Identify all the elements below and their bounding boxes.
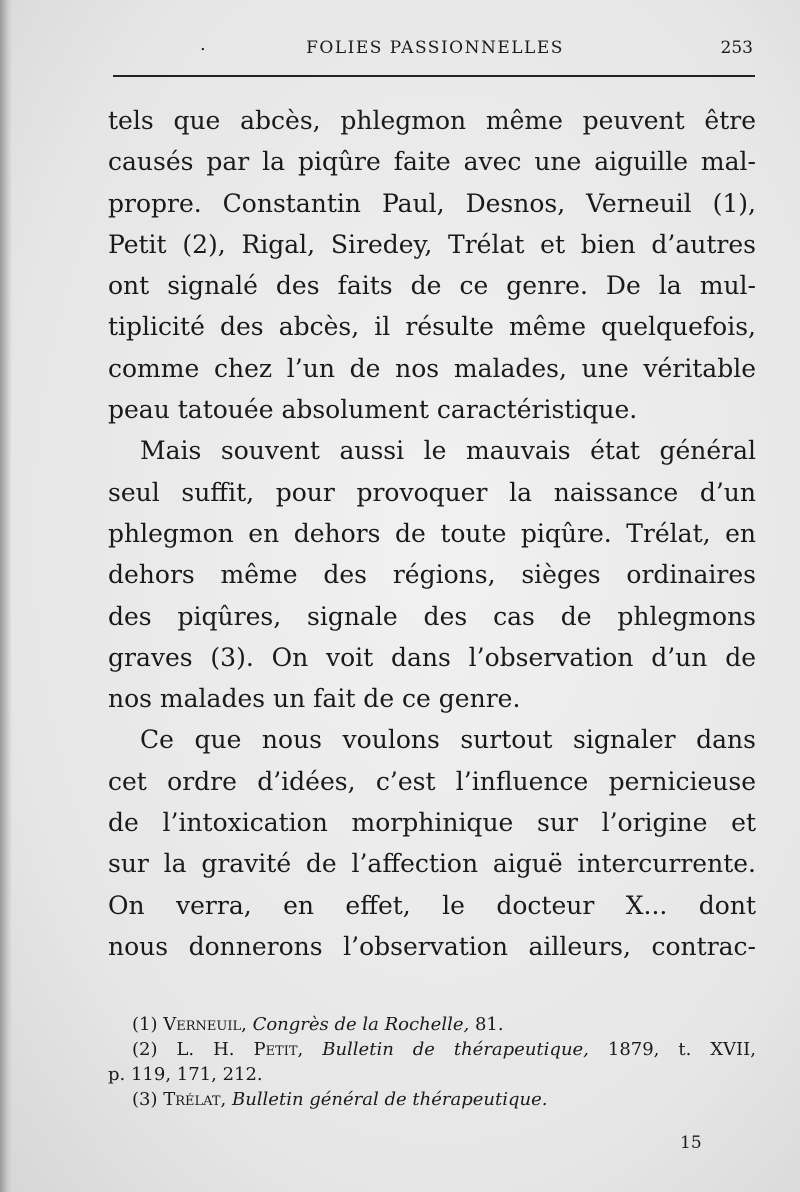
body-line: nos malades un fait de ce genre. [108,684,521,714]
header-mark: . [200,34,206,55]
body-text [108,100,756,967]
page-number: 253 [720,38,753,58]
body-line: propre. Constantin Paul, Desnos, Verneuil (1), [108,188,756,218]
header-rule [113,75,755,77]
footnote-rest: 1879, t. XVII, [607,1039,757,1060]
body-line: tiplicité des abcès, il résulte même quelquefois, [108,312,756,342]
footnote-author: Verneuil, [163,1014,247,1035]
body-line: causés par la piqûre faite avec une aiguille mal- [108,147,756,177]
body-line: nous donnerons l’observation ailleurs, contrac- [108,931,756,961]
running-title: FOLIES PASSIONNELLES [306,38,564,58]
footnote-mark: (3) [132,1089,158,1110]
body-line: ont signalé des faits de ce genre. De la mul- [108,271,756,301]
footnote-author: Trélat, [163,1089,227,1110]
footnote-author-prefix: L. H. [176,1039,235,1060]
body-line: peau tatouée absolument caractéristique. [108,395,638,425]
body-line: cet ordre d’idées, c’est l’influence pernicieuse [108,766,756,796]
footnote-mark: (2) [132,1039,158,1060]
footnote-author: Petit, [253,1039,304,1060]
signature-mark: 15 [680,1133,702,1153]
body-line: des piqûres, signale des cas de phlegmons [108,601,756,631]
footnote-2-continuation: p. 119, 171, 212. [108,1064,263,1085]
body-line: de l’intoxication morphinique sur l’origine et [108,808,756,838]
page-header [115,34,755,64]
footnote-1 [108,1012,756,1037]
body-line: Ce que nous voulons surtout signaler dans [140,725,756,755]
body-line: dehors même des régions, sièges ordinaires [108,560,756,590]
page-spine-shadow [0,0,12,1192]
footnote-work: Bulletin de thérapeutique, [322,1039,589,1060]
footnote-3 [108,1087,756,1112]
body-line: Mais souvent aussi le mauvais état général [140,436,756,466]
body-line: tels que abcès, phlegmon même peuvent être [108,106,756,135]
body-line: comme chez l’un de nos malades, une véritable [108,353,756,383]
body-line: seul suffit, pour provoquer la naissance d’un [108,477,756,507]
footnote-mark: (1) [132,1014,158,1035]
footnote-rest: 81. [474,1014,504,1035]
body-line: Petit (2), Rigal, Siredey, Trélat et bien d’autres [108,229,756,259]
body-line: phlegmon en dehors de toute piqûre. Trélat, en [108,518,756,548]
body-line: On verra, en effet, le docteur X... dont [108,890,756,920]
body-line: sur la gravité de l’affection aiguë intercurrente. [108,849,756,879]
footnote-work: Bulletin général de thérapeutique. [231,1089,548,1110]
footnote-2 [108,1037,756,1062]
footnotes [108,1012,756,1112]
body-line: graves (3). On voit dans l’observation d’un de [108,642,756,672]
footnote-work: Congrès de la Rochelle, [252,1014,470,1035]
